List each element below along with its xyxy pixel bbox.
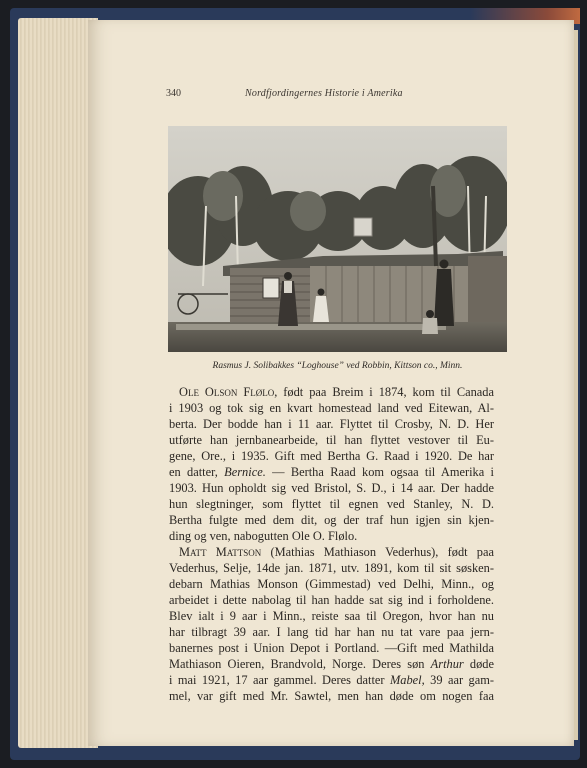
- text-line: [169, 544, 494, 560]
- page-edges: [18, 18, 98, 748]
- text-line: utførte han jernbanearbeide, til han flyttet vestover til Eu-: [169, 433, 494, 447]
- text-line: [169, 656, 494, 672]
- text-line: [169, 384, 494, 400]
- text-span: — Bertha Raad kom ogsaa til Amerika i: [265, 465, 494, 479]
- text-span: i mai 1921, 17 aar gammel. Deres datter: [169, 673, 390, 687]
- loghouse-photo: [168, 126, 507, 352]
- text-line: ding og ven, nabogutten Ole O. Flølo.: [169, 529, 358, 543]
- text-line: har tilbragt 39 aar. I lang tid har han nu tat vare paa jern-: [169, 625, 494, 639]
- person-name: Arthur: [430, 657, 464, 671]
- text-line: Bertha fulgte med dem dit, og der traf hun igjen sin kjen-: [169, 513, 494, 527]
- photo-caption: Rasmus J. Solibakkes “Loghouse” ved Robbin, Kittson co., Minn.: [212, 361, 463, 371]
- book-page: [88, 20, 574, 746]
- text-line: Vederhus, Selje, 14de jan. 1871, utv. 1891, kom til sit søsken-: [169, 561, 494, 575]
- text-line: hun slegtninger, som flyttet til egnen ved Stanley, N. D.: [169, 497, 494, 511]
- text-line: banernes post i Union Depot i Portland. —Gift med Mathilda: [169, 641, 494, 655]
- text-line: mel, var gift med Mr. Sawtel, men han døde om nogen faa: [169, 689, 494, 703]
- text-span: døde: [463, 657, 495, 671]
- text-line: i 1903 og tok sig en kvart homestead land ved Eitewan, Al-: [169, 401, 494, 415]
- page-number: 340: [166, 88, 181, 99]
- person-name: Bernice.: [224, 465, 266, 479]
- person-name: Matt Mattson: [179, 545, 262, 559]
- text-line: [169, 464, 494, 480]
- body-text: [169, 384, 494, 704]
- text-span: 39 aar gam-: [424, 673, 494, 687]
- text-line: Blev ialt i 9 aar i Minn., reiste saa til Oregon, hvor han nu: [169, 609, 494, 623]
- text-line: 1903. Hun opholdt sig ved Bristol, S. D., i 14 aar. Der hadde: [169, 481, 494, 495]
- text-line: [169, 672, 494, 688]
- running-title: Nordfjordingernes Historie i Amerika: [245, 88, 403, 99]
- photo-illustration: [168, 126, 507, 352]
- text-line: debarn Mathias Monson (Gimmestad) ved Delhi, Minn., og: [169, 577, 494, 591]
- text-line: berta. Der bodde han i 11 aar. Flyttet til Crosby, N. D. Her: [169, 417, 494, 431]
- page-header: [166, 88, 496, 102]
- text-span: født paa Breim i 1874, kom til Canada: [277, 385, 494, 399]
- text-span: Mathiason Oieren, Brandvold, Norge. Deres søn: [169, 657, 431, 671]
- text-span: en datter,: [169, 465, 225, 479]
- text-span: (Mathias Mathiason Vederhus), født paa: [261, 545, 494, 559]
- person-name: Mabel,: [389, 673, 425, 687]
- text-line: arbeidet i dette nabolag til han hadde sat sig ind i forholdene.: [169, 593, 494, 607]
- person-name: Ole Olson Flølo,: [179, 385, 278, 399]
- text-line: gene, Ore., i 1935. Gift med Bertha G. Raad i 1920. De har: [169, 449, 494, 463]
